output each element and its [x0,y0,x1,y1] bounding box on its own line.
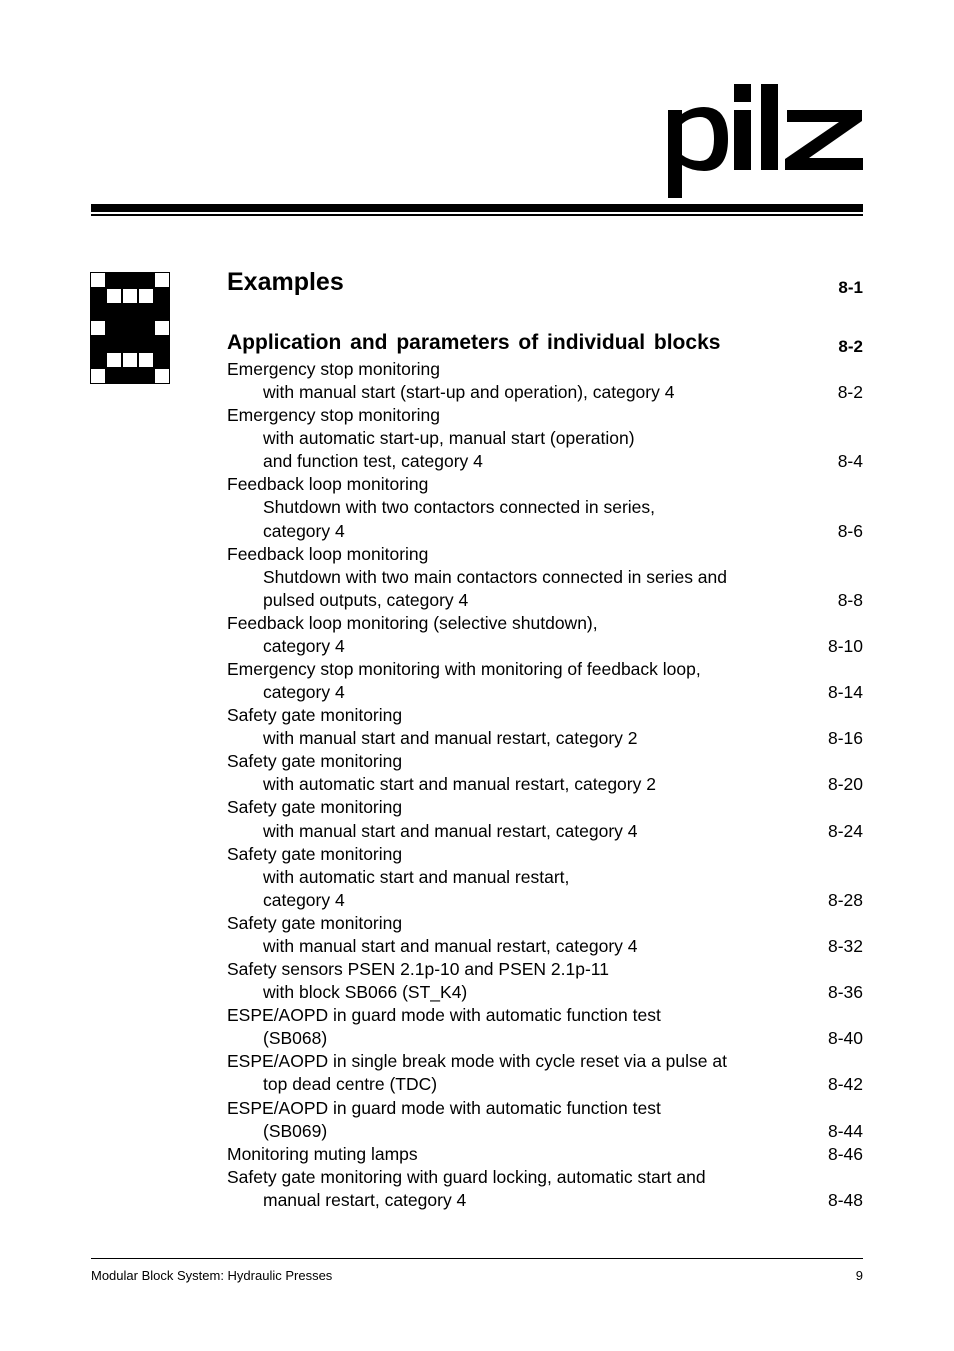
toc-entry-text: ESPE/AOPD in guard mode with automatic function test [227,1097,661,1118]
grid-cell [155,353,170,368]
toc-entry-text: top dead centre (TDC) [263,1074,438,1095]
toc-page-number: 8-44 [827,1120,863,1141]
toc-page-number: 8-6 [837,520,863,541]
grid-cell [107,289,122,304]
toc-entry [227,912,863,958]
toc-entry-text: ESPE/AOPD in single break mode with cycle reset via a pulse at [227,1051,727,1072]
grid-cell [139,337,154,352]
toc-entry-subtitle [227,520,863,543]
toc-entry-text: with manual start and manual restart, category 2 [263,728,638,749]
grid-cell [123,337,138,352]
toc-entry-subtitle [227,566,863,589]
toc-entry-text: Monitoring muting lamps [227,1143,418,1164]
toc-entry [227,704,863,750]
toc-entry-text: (SB069) [263,1120,328,1141]
toc-entry-subtitle [227,635,863,658]
toc-entry [227,1050,863,1096]
toc-entry-text: Shutdown with two main contactors connected in series and [263,566,728,587]
toc-entry-text: with manual start and manual restart, category 4 [263,820,638,841]
toc-entry-subtitle [227,1120,863,1143]
toc-entry-text: with manual start (start-up and operation), category 4 [263,382,675,403]
grid-cell [107,273,122,288]
toc-entry-text: Safety gate monitoring [227,751,403,772]
toc-entry-subtitle [227,727,863,750]
toc-entry-subtitle [227,981,863,1004]
toc-entry-title [227,1050,863,1073]
grid-cell [107,305,122,320]
toc-entry-subtitle [227,427,863,450]
toc-entry-text: Safety gate monitoring [227,797,403,818]
toc-page-number: 8-32 [827,935,863,956]
table-of-contents [227,358,863,1212]
toc-entry-subtitle [227,935,863,958]
toc-entry [227,958,863,1004]
toc-entry-subtitle [227,681,863,704]
toc-entry-title [227,958,863,981]
section-page-application: 8-2 [838,337,863,356]
toc-page-number: 8-36 [827,982,863,1003]
toc-page-number: 8-46 [827,1143,863,1164]
toc-entry [227,404,863,473]
toc-entry [227,612,863,658]
section-page-examples: 8-1 [838,278,863,297]
grid-cell [139,321,154,336]
toc-entry [227,796,863,842]
toc-entry-text: Safety gate monitoring [227,843,403,864]
toc-entry [227,658,863,704]
toc-page-number: 8-10 [827,635,863,656]
toc-entry-text: Emergency stop monitoring [227,359,441,379]
toc-entry-title [227,750,863,773]
toc-entry [227,358,863,404]
toc-entry-title [227,1143,863,1166]
grid-cell [107,353,122,368]
toc-entry [227,843,863,912]
toc-entry-title [227,543,863,566]
toc-page-number: 8-4 [837,451,863,472]
toc-entry-text: with block SB066 (ST_K4) [263,982,468,1003]
toc-entry-title [227,1004,863,1027]
grid-cell [91,369,106,384]
toc-entry-subtitle [227,866,863,889]
toc-entry-text: (SB068) [263,1028,328,1049]
toc-entry-text: Feedback loop monitoring [227,543,429,564]
toc-entry [227,750,863,796]
toc-entry-text: with automatic start and manual restart, category 2 [263,774,656,795]
toc-entry-text: category 4 [263,520,345,541]
grid-cell [123,353,138,368]
grid-cell [155,337,170,352]
toc-page-number: 8-28 [827,889,863,910]
grid-cell [155,289,170,304]
grid-cell [91,289,106,304]
footer-page-number: 9 [855,1268,863,1283]
toc-entry-text: pulsed outputs, category 4 [263,589,469,610]
footer-rule [91,1258,863,1259]
header-rule-thin [91,214,863,216]
toc-entry-text: Shutdown with two contactors connected in series, [263,497,656,518]
toc-page-number: 8-20 [827,774,863,795]
grid-cell [139,369,154,384]
toc-entry [227,1004,863,1050]
toc-entry-text: with automatic start-up, manual start (operation) [263,428,635,449]
toc-page-number: 8-42 [827,1074,863,1095]
toc-entry-subtitle [227,450,863,473]
toc-entry-title [227,796,863,819]
grid-cell [155,305,170,320]
toc-entry-title [227,912,863,935]
toc-entry-subtitle [227,496,863,519]
toc-entry-text: Safety gate monitoring with guard locking, automatic start and [227,1166,706,1187]
toc-entry-text: with manual start and manual restart, category 4 [263,935,638,956]
toc-entry-text: Feedback loop monitoring [227,474,429,495]
toc-entry-title [227,843,863,866]
toc-entry-subtitle [227,1027,863,1050]
toc-page-number: 8-40 [827,1028,863,1049]
grid-cell [139,273,154,288]
toc-entry-subtitle [227,820,863,843]
toc-entry-text: Emergency stop monitoring with monitoring of feedback loop, [227,659,701,680]
toc-entry-text: category 4 [263,889,345,910]
toc-entry-title [227,404,863,427]
toc-entry-text: Safety gate monitoring [227,912,403,933]
toc-entry-text: and function test, category 4 [263,451,483,472]
toc-entry [227,1143,863,1166]
toc-entry-title [227,473,863,496]
grid-cell [155,369,170,384]
grid-cell [107,321,122,336]
grid-cell [139,305,154,320]
section-title-examples: Examples [227,268,344,296]
toc-entry-title [227,1166,863,1189]
grid-cell [91,305,106,320]
toc-entry-subtitle [227,773,863,796]
grid-cell [155,321,170,336]
toc-entry-title [227,1097,863,1120]
grid-cell [123,273,138,288]
toc-entry [227,543,863,612]
toc-entry-title [227,704,863,727]
toc-page-number: 8-8 [837,589,863,610]
toc-entry-title [227,658,863,681]
footer-title: Modular Block System: Hydraulic Presses [91,1268,333,1283]
toc-entry [227,1166,863,1212]
section-title-application: Application and parameters of individual blocks [227,331,721,354]
toc-entry-title [227,612,863,635]
grid-cell [123,305,138,320]
toc-page-number: 8-16 [827,728,863,749]
grid-cell [123,369,138,384]
header-rule-thick [91,204,863,212]
toc-entry-subtitle [227,589,863,612]
toc-entry-title [227,358,863,381]
grid-cell [91,337,106,352]
grid-pattern-icon [90,272,170,384]
toc-entry [227,473,863,542]
grid-cell [139,289,154,304]
toc-entry-text: Safety gate monitoring [227,705,403,726]
toc-entry-text: with automatic start and manual restart, [263,866,570,887]
toc-entry-text: category 4 [263,635,345,656]
toc-entry-text: category 4 [263,682,345,703]
toc-entry-text: Emergency stop monitoring [227,405,441,426]
toc-entry-subtitle [227,1189,863,1212]
toc-entry-text: Safety sensors PSEN 2.1p-10 and PSEN 2.1p-11 [227,959,609,980]
toc-entry-subtitle [227,1073,863,1096]
toc-entry-subtitle [227,889,863,912]
grid-cell [91,273,106,288]
toc-entry-text: Feedback loop monitoring (selective shutdown), [227,612,598,633]
toc-page-number: 8-48 [827,1189,863,1210]
toc-entry-text: manual restart, category 4 [263,1189,467,1210]
toc-entry [227,1097,863,1143]
pilz-logo [664,84,864,198]
grid-cell [107,369,122,384]
grid-cell [123,289,138,304]
toc-page-number: 8-24 [827,820,863,841]
grid-cell [91,353,106,368]
grid-cell [107,337,122,352]
toc-page-number: 8-2 [837,382,863,403]
grid-cell [139,353,154,368]
grid-cell [155,273,170,288]
grid-cell [91,321,106,336]
toc-entry-subtitle [227,381,863,404]
grid-cell [123,321,138,336]
toc-entry-text: ESPE/AOPD in guard mode with automatic function test [227,1005,661,1026]
toc-page-number: 8-14 [827,682,863,703]
